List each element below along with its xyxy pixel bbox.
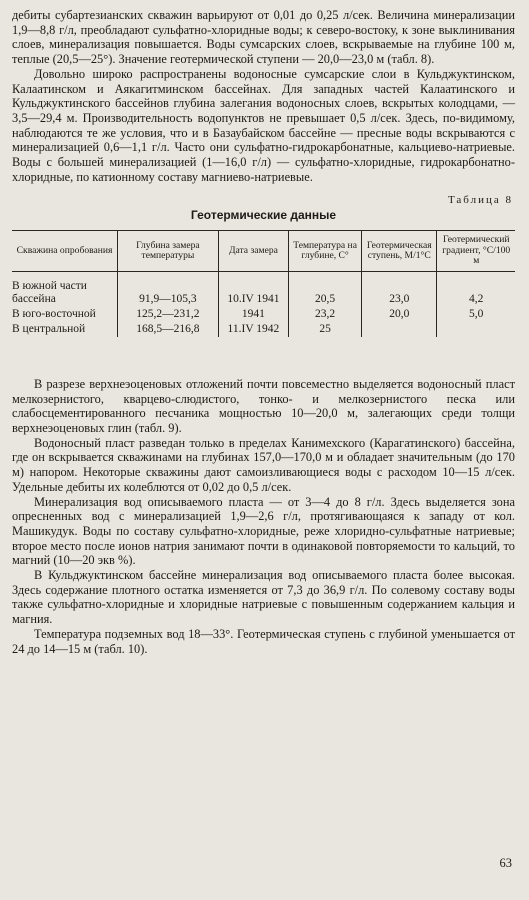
header-geothermal-step: Геотермическая ступень, М/1°С (362, 231, 437, 272)
page-number: 63 (499, 856, 512, 870)
cell-gradient: 4,2 (437, 271, 515, 307)
paragraph-kuldzhuktin-basin: В Кульджуктинском бассейне минерализация вод описываемого пласта более высокая. Здесь содержание плотного остатка изменяется от 7,3 до 36,9 г/л. По солевому составу воды также сульфатно-хлоридные и хлоридные натриевые с повышенным содержанием кальция и магния. (12, 568, 515, 627)
cell-date: 1941 (218, 307, 288, 322)
table-title: Геотермические данные (190, 208, 337, 223)
table-number: Таблица 8 (447, 194, 513, 207)
cell-temperature: 25 (289, 322, 362, 337)
header-depth: Глубина замера температуры (118, 231, 219, 272)
paragraph-mineralization: Минерализация вод описываемого пласта — от 3—4 до 8 г/л. Здесь выделяется зона опресненных вод с минерализацией 1,9—2,6 г/л, протягивающаяся к западу от кол. Машикудук. Воды по составу сульфатно-хлоридные, реже хлоридно-сульфатные натриевые; второе место после ионов натрия занимают почти в одинаковой повторяемости то кальций, то магний (10—20 экв %). (12, 494, 515, 568)
cell-well: В центральной (12, 322, 86, 335)
cell-depth: 168,5—216,8 (118, 322, 219, 337)
table-row (12, 307, 515, 322)
cell-step: 23,0 (362, 271, 437, 307)
header-temperature: Температура на глубине, С° (289, 231, 362, 272)
table-row (12, 271, 515, 307)
cell-well: В юго-восточной (12, 307, 96, 320)
paragraph-upper-eocene: В разрезе верхнеэоценовых отложений почти повсеместно выделяется водоносный пласт мелкозернистого, кварцево-слюдистого, тонко- и мелкозернистого песка или слабосцементированного песчаника мощностью 10—20,0 м, залегающих среди толщи верхнеэоценовых глин (табл. 9). (12, 376, 515, 436)
paragraph-sumsar-layers: Довольно широко распространены водоносные сумсарские слои в Кульджуктинском, Калаатинском и Аякагитминском бассейнах. Для западных частей Калаатинского и Кульджуктинского бассейнов глубина залегания водоносных слоев, вскрытых колодцами, —3,5—29,4 м. Производительность водопунктов не превышает 0,5 л/сек. Здесь, по-видимому, наблюдаются те же условия, что и в Базаубайском бассейне — пресные воды вскрываются с минерализацией 0,6—1,1 г/л. Часто они сульфатно-гидрокарбонатные, кальциево-натриевые. Воды с большей минерализацией (1—16,0 г/л) — сульфатно-хлоридные, гидрокарбонатно-хлоридные, по катионному составу магниево-натриевые. (12, 66, 515, 184)
paragraph-aquifer-exploration: Водоносный пласт разведан только в пределах Канимехского (Карагатинского) бассейна, где он вскрывается скважинами на глубинах 157,0—170,0 м и обладает значительным (до 170 м) напором. Некоторые скважины дают самоизливающиеся воды с расходом 10—15 л/сек. Удельные дебиты их колеблются от 0,02 до 0,5 л/сек. (12, 435, 515, 494)
cell-date: 11.IV 1942 (218, 322, 288, 337)
cell-step (362, 322, 437, 337)
cell-temperature: 20,5 (289, 271, 362, 307)
header-geothermal-gradient: Геотермический градиент, °С/100 м (437, 231, 515, 272)
table-row (12, 322, 515, 337)
header-date: Дата замера (218, 231, 288, 272)
geothermal-data-table (12, 230, 515, 337)
table-header-row (12, 231, 515, 272)
cell-depth: 125,2—231,2 (118, 307, 219, 322)
header-well: Скважина опробования (12, 231, 118, 272)
cell-gradient: 5,0 (437, 307, 515, 322)
cell-well: В южной части бассейна (12, 279, 87, 305)
cell-date: 10.IV 1941 (218, 271, 288, 307)
cell-depth: 91,9—105,3 (118, 271, 219, 307)
cell-step: 20,0 (362, 307, 437, 322)
paragraph-continuation: дебиты субартезианских скважин варьируют от 0,01 до 0,25 л/сек. Величина минерализации 1,9—8,8 г/л, преобладают сульфатно-хлоридные воды; к северо-востоку, к зоне выклинивания слоев, минерализация повышается. Воды сумсарских слоев, вскрываемые на глубине 100 м, теплые (20,5—25°). Значение геотермической ступени — 20,0—23,0 м (табл. 8). (12, 8, 515, 67)
cell-temperature: 23,2 (289, 307, 362, 322)
table-spacer (12, 337, 515, 377)
paragraph-temperature: Температура подземных вод 18—33°. Геотермическая ступень с глубиной уменьшается от 24 до 14—15 м (табл. 10). (12, 626, 515, 656)
cell-gradient (437, 322, 515, 337)
